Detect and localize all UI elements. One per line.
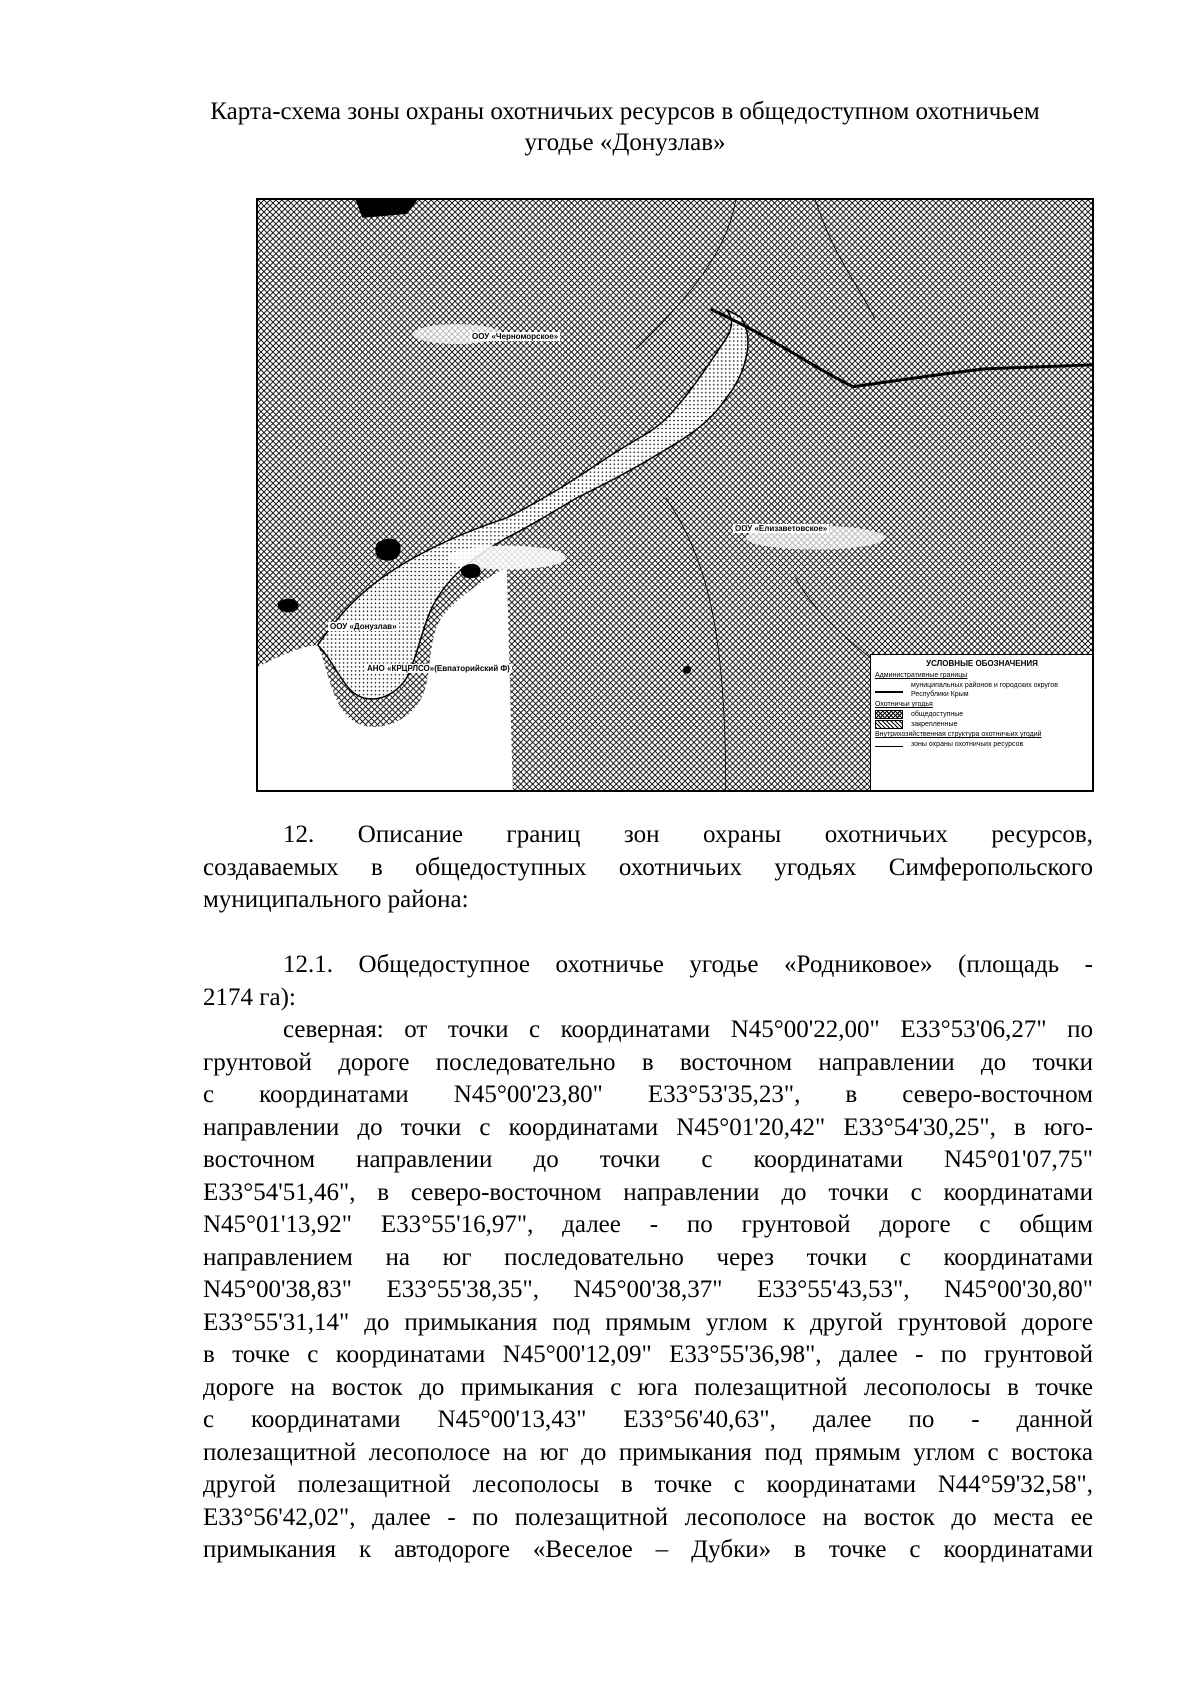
section-12-line: создаваемых в общедоступных охотничьих угодьях Симферопольского: [203, 853, 1093, 881]
label-chernomorskoe: ООУ «Черноморское»: [472, 332, 559, 341]
legend-section-structure: Внутрихозяйственная структура охотничьих угодий: [875, 731, 1042, 738]
description-line: E33°54'51,46", в северо-восточном направлении до точки с координатами: [203, 1178, 1093, 1206]
description-line: E33°56'42,02", далее - по полезащитной лесополосе на восток до места ее: [203, 1503, 1093, 1531]
label-ano: АНО «КРЦРЛСО»(Евпаторийский Ф): [367, 664, 510, 673]
description-line: с координатами N45°00'23,80" E33°53'35,23", в северо-восточном: [203, 1081, 1093, 1108]
description-line: направлении до точки с координатами N45°01'20,42" E33°54'30,25", в юго-: [203, 1113, 1093, 1141]
hatch-swatch-icon: [875, 720, 903, 729]
description-line: в точке с координатами N45°00'12,09" E33°55'36,98", далее - по грунтовой: [203, 1341, 1093, 1368]
label-donuzlav: ООУ «Донузлав»: [330, 622, 397, 631]
zone-line-icon: [875, 746, 903, 747]
boundary-line-icon: [875, 691, 903, 693]
description-line: N45°01'13,92" E33°55'16,97", далее - по грунтовой дороге с общим: [203, 1211, 1093, 1238]
map-point: [683, 666, 691, 674]
map-title-line-2: угодье «Донузлав»: [524, 129, 726, 156]
legend-section-hunting: Охотничьи угодья: [875, 701, 933, 708]
section-12-1-line: 12.1. Общедоступное охотничье угодье «Родниковое» (площадь -: [283, 951, 1093, 978]
description-line: E33°55'31,14" до примыкания под прямым углом к другой грунтовой дороге: [203, 1308, 1093, 1336]
map-scheme: [256, 198, 1094, 792]
description-line: с координатами N45°00'13,43" E33°56'40,63", далее по - данной: [203, 1406, 1093, 1433]
map-title: [190, 96, 1060, 158]
label-elizavetovskoe: ООУ «Елизаветовское»: [735, 524, 828, 533]
map-title-line-1: Карта-схема зоны охраны охотничьих ресурсов в общедоступном охотничьем: [210, 98, 1040, 125]
section-12: [203, 819, 1093, 917]
north-boundary-description: [203, 1014, 1093, 1567]
description-line: N45°00'38,83" E33°55'38,35", N45°00'38,37" E33°55'43,53", N45°00'30,80": [203, 1276, 1093, 1303]
description-line: восточном направлении до точки с координатами N45°01'07,75": [203, 1146, 1093, 1173]
legend-admin-text: муниципальных районов и городских округов Республики Крым: [911, 682, 1058, 698]
crosshatch-swatch-icon: [875, 710, 903, 719]
legend-section-admin: Административные границы: [875, 672, 968, 679]
legend-row-public: [875, 710, 1093, 719]
legend-row-zone: [875, 740, 1093, 749]
section-12-line: муниципального района:: [203, 886, 469, 913]
dark-patch: [375, 539, 400, 561]
legend-assigned-text: закрепленные: [911, 721, 958, 728]
legend-title: УСЛОВНЫЕ ОБОЗНАЧЕНИЯ: [926, 659, 1038, 668]
description-line: грунтовой дороге последовательно в восточном направлении до точки: [203, 1048, 1093, 1076]
description-line: направлением на юг последовательно через точки с координатами: [203, 1243, 1093, 1271]
description-line: другой полезащитной лесополосы в точке с координатами N44°59'32,58",: [203, 1471, 1093, 1498]
description-line: полезащитной лесополосе на юг до примыкания под прямым углом с востока: [203, 1438, 1093, 1466]
description-line: северная: от точки с координатами N45°00'22,00" E33°53'06,27" по: [283, 1016, 1093, 1043]
legend-zone-text: зоны охраны охотничьих ресурсов: [911, 741, 1024, 748]
legend-public-text: общедоступные: [911, 711, 964, 718]
section-12-line: 12. Описание границ зон охраны охотничьих ресурсов,: [283, 821, 1093, 848]
legend-row-assigned: [875, 720, 1093, 729]
map-legend: [870, 654, 1093, 792]
section-12-1: [203, 949, 1093, 1014]
description-line: примыкания к автодороге «Веселое – Дубки» в точке с координатами: [203, 1536, 1093, 1563]
legend-row-admin: [875, 681, 1093, 699]
description-line: дороге на восток до примыкания с юга полезащитной лесополосы в точке: [203, 1373, 1093, 1401]
section-12-1-line: 2174 га):: [203, 983, 296, 1011]
